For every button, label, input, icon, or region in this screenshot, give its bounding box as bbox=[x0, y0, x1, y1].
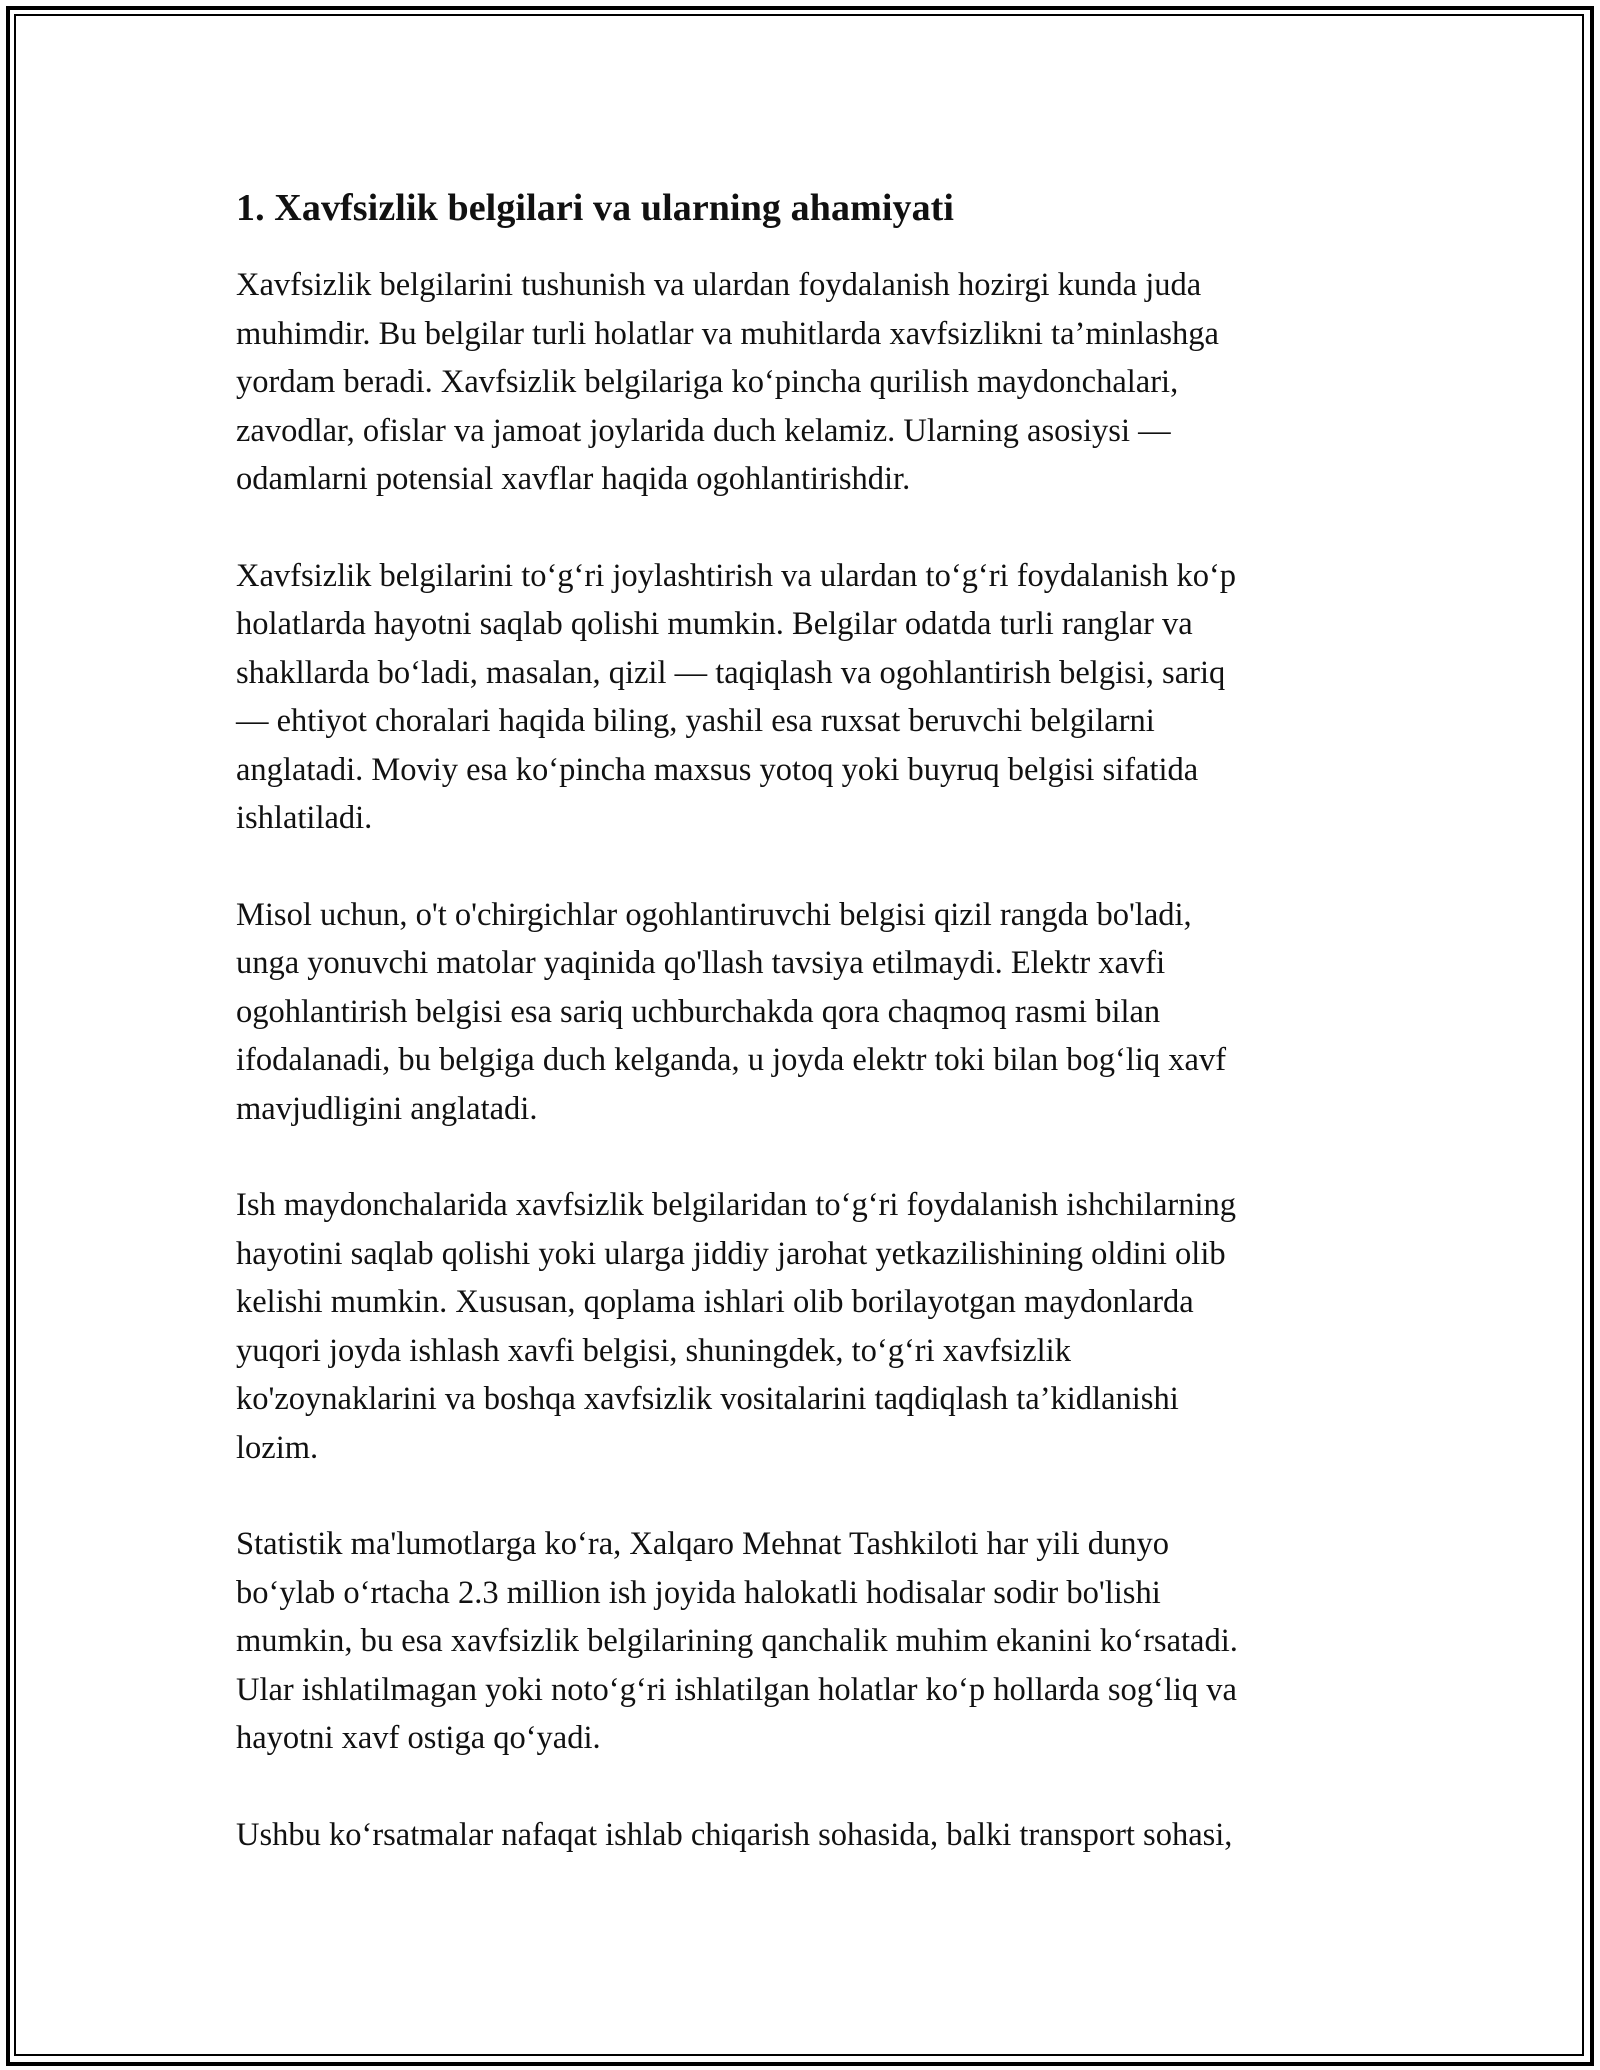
paragraph-3: Misol uchun, o't o'chirgichlar ogohlantiruvchi belgisi qizil rangda bo'ladi, unga yonuvchi matolar yaqinida qo'llash tavsiya etilmaydi. Elektr xavfi ogohlantirish belgisi esa sariq uchburchakda qora chaqmoq rasmi bilan ifodalanadi, bu belgiga duch kelganda, u joyda elektr toki bilan bog‘liq xavf mavjudligini anglatadi. bbox=[236, 896, 1227, 1127]
paragraph-6: Ushbu ko‘rsatmalar nafaqat ishlab chiqarish sohasida, balki transport sohasi, bbox=[236, 1816, 1233, 1853]
document-body bbox=[236, 183, 1376, 1907]
paragraph-4: Ish maydonchalarida xavfsizlik belgilaridan to‘g‘ri foydalanish ishchilarning hayotini saqlab qolishi yoki ularga jiddiy jarohat yetkazilishining oldini olib kelishi mumkin. Xususan, qoplama ishlari olib borilayotgan maydonlarda yuqori joyda ishlash xavfi belgisi, shuningdek, to‘g‘ri xavfsizlik ko'zoynaklarini va boshqa xavfsizlik vositalarini taqdiqlash ta’kidlanishi lozim. bbox=[236, 1187, 1236, 1466]
paragraph-5: Statistik ma'lumotlarga ko‘ra, Xalqaro Mehnat Tashkiloti har yili dunyo bo‘ylab o‘rtacha 2.3 million ish joyida halokatli hodisalar sodir bo'lishi mumkin, bu esa xavfsizlik belgilarining qanchalik muhim ekanini ko‘rsatadi. Ular ishlatilmagan yoki noto‘g‘ri ishlatilgan holatlar ko‘p hollarda sog‘liq va hayotni xavf ostiga qo‘yadi. bbox=[236, 1526, 1238, 1756]
section-heading: 1. Xavfsizlik belgilari va ularning ahamiyati bbox=[236, 187, 955, 229]
paragraph-2: Xavfsizlik belgilarini to‘g‘ri joylashtirish va ulardan to‘g‘ri foydalanish ko‘p holatlarda hayotni saqlab qolishi mumkin. Belgilar odatda turli ranglar va shakllarda bo‘ladi, masalan, qizil — taqiqlash va ogohlantirish belgisi, sariq — ehtiyot choralari haqida biling, yashil esa ruxsat beruvchi belgilarni anglatadi. Moviy esa ko‘pincha maxsus yotoq yoki buyruq belgisi sifatida ishlatiladi. bbox=[236, 557, 1237, 836]
paragraph-1: Xavfsizlik belgilarini tushunish va ulardan foydalanish hozirgi kunda juda muhimdir. Bu belgilar turli holatlar va muhitlarda xavfsizlikni ta’minlashga yordam beradi. Xavfsizlik belgilariga ko‘pincha qurilish maydonchalari, zavodlar, ofislar va jamoat joylarida duch kelamiz. Ularning asosiysi — odamlarni potensial xavflar haqida ogohlantirishdir. bbox=[236, 267, 1219, 497]
